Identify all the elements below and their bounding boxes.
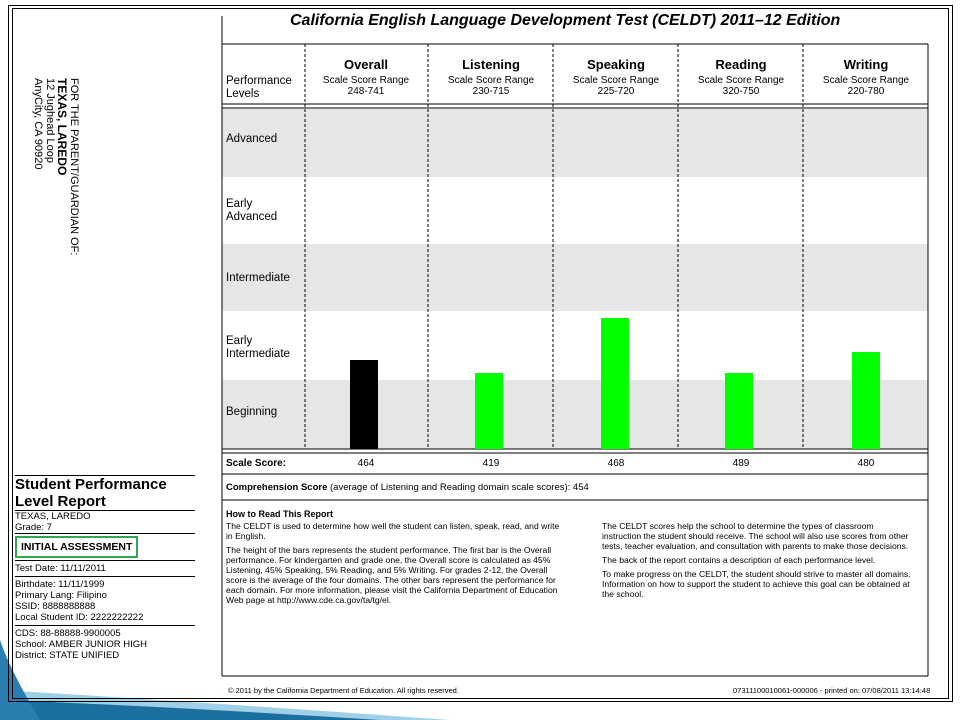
printed-stamp: 07311100010061-000006 - printed on: 07/08/2011 13:14:48 [733,686,931,695]
score-writing: 480 [857,458,875,469]
column-header-reading: Reading Scale Score Range 320-750 [697,57,785,97]
primary-lang: Primary Lang: Filipino [15,590,107,601]
panel-title-line2: Level Report [15,493,106,510]
score-listening: 419 [482,458,500,469]
school: School: AMBER JUNIOR HIGH [15,639,147,650]
level-intermediate: Intermediate [226,272,290,284]
score-reading: 489 [732,458,750,469]
column-header-writing: Writing Scale Score Range 220-780 [822,57,910,97]
level-early-advanced: Early Advanced [226,198,278,223]
band-intermediate [222,244,928,311]
band-beginning [222,380,928,449]
bar-overall [350,360,378,449]
address-street: 12 Jughead Loop [44,78,56,164]
how-to-read-heading: How to Read This Report [226,509,334,519]
score-overall: 464 [357,458,375,469]
column-header-listening: Listening Scale Score Range 230-715 [447,57,535,97]
performance-levels-label: Performance Levels [226,75,292,100]
panel-title-line1: Student Performance [15,476,167,493]
bar-reading [725,373,753,449]
level-advanced: Advanced [226,133,278,145]
report-title: California English Language Development Test (CELDT) 2011–12 Edition [290,12,841,29]
student-name: TEXAS, LAREDO [15,511,91,522]
how-to-right-column: The CELDT scores help the school to determine the types of classroom instruction the student should receive. The school will also use scores from other tests, teacher evaluation, and consultation with parents to make those decisions. The back of the report contains a description of each performance level. To make progress on the CELDT, the student should strive to master all domains. Information on how to support the student to achieve this goal can be obtained at the school. [602,521,911,599]
how-to-left-column: The CELDT is used to determine how well the student can listen, speak, read, and write in English. The height of the bars represents the student performance. The first bar is the Overall performance. For kindergarten and grade one, the Overall score is calculated as 45% Listening, 45% Speaking, 5% Reading, and 5% Writing. For grades 2-12, the Overall score is the average of the four domains. The other bars represent the performance for each domain. For more information, please visit the California Department of Education Web page at http://www.cde.ca.gov/ta/tg/el. [226,521,560,605]
bar-writing [852,352,880,449]
ssid: SSID: 8888888888 [15,601,96,612]
address-name: TEXAS, LAREDO [55,78,69,176]
score-speaking: 468 [607,458,625,469]
student-grade: Grade: 7 [15,522,52,533]
bar-speaking [601,318,629,449]
address-for-line: FOR THE PARENT/GUARDIAN OF: [68,78,80,256]
local-student-id: Local Student ID: 2222222222 [15,612,144,623]
address-city: AnyCity, CA 90920 [32,78,44,170]
level-early-intermediate: Early Intermediate [226,335,290,360]
band-advanced [222,109,928,177]
birthdate: Birthdate: 11/11/1999 [15,579,105,590]
assessment-badge: INITIAL ASSESSMENT [15,536,138,558]
level-beginning: Beginning [226,406,278,418]
bar-listening [475,373,503,449]
district: District: STATE UNIFIED [15,650,120,661]
cds-code: CDS: 88-88888-9900005 [15,628,121,639]
scale-score-label: Scale Score: [226,458,287,469]
comprehension-score: Comprehension Score (average of Listening and Reading domain scale scores): 454 [226,482,589,493]
student-info-panel [15,475,195,661]
test-date: Test Date: 11/11/2011 [15,563,106,574]
copyright: © 2011 by the California Department of Education. All rights reserved. [228,686,459,695]
column-header-speaking: Speaking Scale Score Range 225-720 [572,57,660,97]
column-header-overall: Overall Scale Score Range 248-741 [322,57,410,97]
